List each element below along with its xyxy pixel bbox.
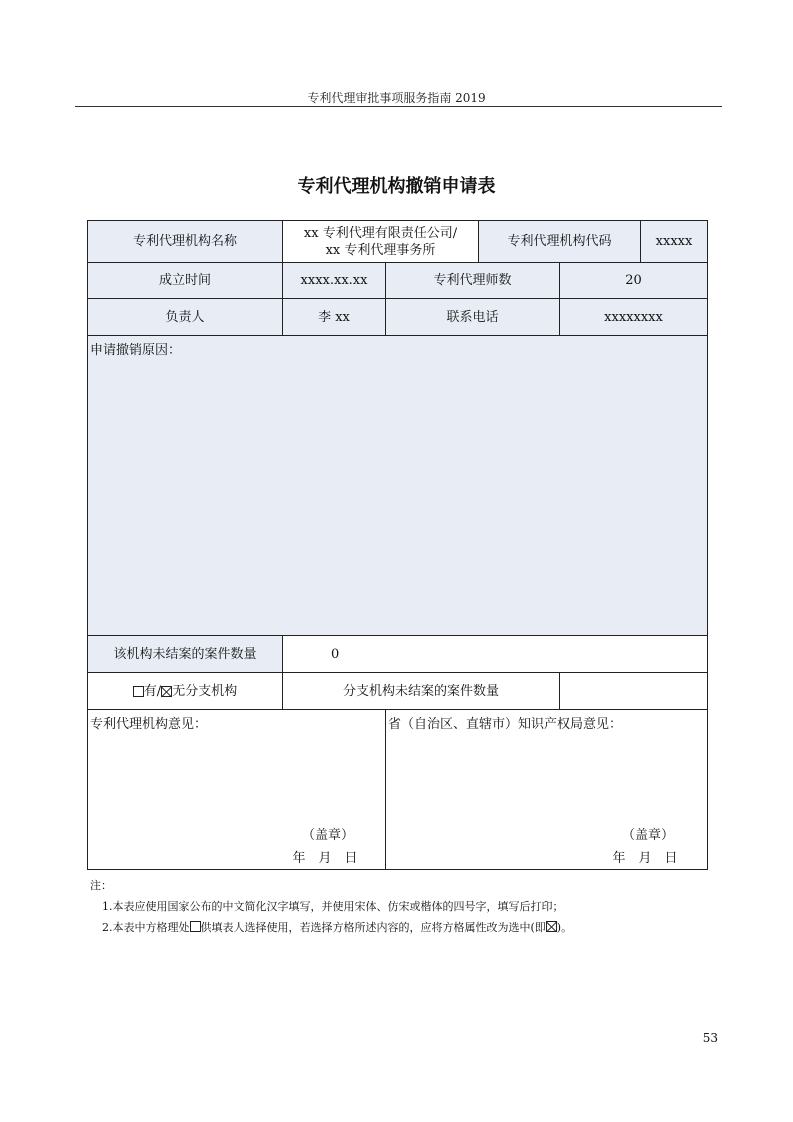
checked-box-icon — [546, 921, 557, 932]
branch-option-cell — [87, 672, 283, 710]
pending-cases-value — [282, 635, 708, 673]
note-1: 1.本表应使用国家公布的中文简化汉字填写，并使用宋体、仿宋或楷体的四号字，填写后打印； — [102, 900, 564, 913]
agency-name-line-2: xx 专利代理事务所 — [325, 242, 436, 258]
running-header: 专利代理审批事项服务指南 2019 — [307, 91, 486, 105]
agency-name-value — [282, 220, 479, 263]
agency-name-label: 专利代理机构名称 — [87, 220, 283, 263]
agency-seal: （盖章） — [301, 828, 354, 843]
agency-date: 年 月 日 — [292, 851, 358, 866]
established-label: 成立时间 — [87, 262, 283, 299]
agency-opinion-label: 专利代理机构意见： — [90, 717, 208, 732]
ip-office-seal: （盖章） — [621, 828, 674, 843]
agency-code-value: xxxxx — [640, 220, 708, 263]
note-2 — [90, 917, 572, 938]
no-branch-label: 无分支机构 — [172, 683, 238, 699]
established-value: xxxx.xx.xx — [282, 262, 386, 299]
pending-cases-number: 0 — [331, 646, 340, 662]
form-title: 专利代理机构撤销申请表 — [297, 176, 496, 197]
withdrawal-reason-label: 申请撤销原因： — [90, 343, 182, 358]
withdrawal-reason-field[interactable] — [87, 335, 708, 636]
header-rule — [75, 106, 722, 107]
branch-cases-label: 分支机构未结案的案件数量 — [282, 672, 560, 710]
has-branch-label: 有/ — [143, 683, 162, 699]
person-in-charge-label: 负责人 — [87, 298, 283, 336]
note-2-part-c: )。 — [556, 921, 573, 934]
has-branch-checkbox[interactable] — [133, 686, 144, 697]
agency-name-line-1: xx 专利代理有限责任公司/ — [303, 225, 458, 241]
attorney-count-label: 专利代理师数 — [385, 262, 560, 299]
note-2-part-b: 供填表人选择使用，若选择方格所述内容的，应将方格属性改为选中(即 — [200, 921, 546, 934]
agency-opinion-box[interactable] — [87, 709, 386, 870]
notes-title: 注： — [90, 879, 112, 892]
page-number: 53 — [702, 1031, 718, 1045]
notes-section — [90, 875, 572, 938]
no-branch-checkbox[interactable] — [161, 686, 172, 697]
note-2-part-a: 2.本表中方格理处 — [102, 921, 190, 934]
ip-office-date: 年 月 日 — [612, 851, 678, 866]
branch-cases-value[interactable] — [559, 672, 708, 710]
agency-code-label: 专利代理机构代码 — [478, 220, 641, 263]
empty-box-icon — [190, 921, 201, 932]
ip-office-opinion-label: 省（自治区、直辖市）知识产权局意见： — [388, 717, 623, 732]
attorney-count-value: 20 — [559, 262, 708, 299]
person-in-charge-value: 李 xx — [282, 298, 386, 336]
phone-label: 联系电话 — [385, 298, 560, 336]
pending-cases-label: 该机构未结案的案件数量 — [87, 635, 283, 673]
phone-value: xxxxxxxx — [559, 298, 708, 336]
ip-office-opinion-box[interactable] — [385, 709, 708, 870]
